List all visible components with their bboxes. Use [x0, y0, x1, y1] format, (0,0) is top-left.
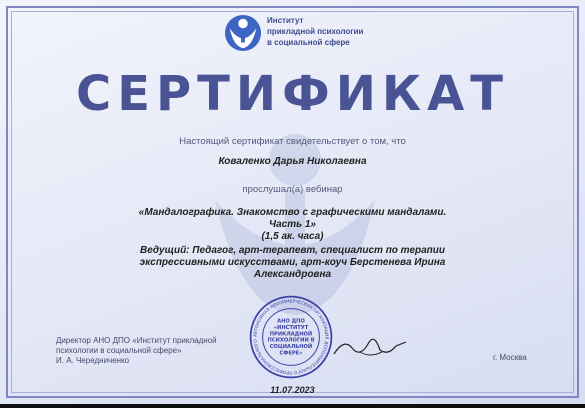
stamp-center-line: «ИНСТИТУТ — [273, 324, 309, 331]
director-signature — [330, 328, 410, 362]
stamp-center-line: СОЦИАЛЬНОЙ — [269, 344, 313, 351]
institute-name-line-1: Институт — [267, 16, 304, 25]
intro-text: Настоящий сертификат свидетельствует о том, что — [179, 136, 406, 147]
certificate-title: СЕРТИФИКАТ — [75, 66, 509, 122]
action-text: прослушал(а) вебинар — [242, 184, 343, 195]
recipient-name: Коваленко Дарья Николаевна — [218, 156, 367, 167]
stamp-center-line: ПРИКЛАДНОЙ — [269, 331, 313, 338]
institute-name-line-2: прикладной психологии — [267, 27, 364, 36]
stamp-ring-text: АВТОНОМНАЯ НЕКОММЕРЧЕСКАЯ ОРГАНИЗАЦИЯ ДОПОЛНИТЕЛЬНОГО ПРОФЕССИОНАЛЬНОГО — [253, 299, 329, 375]
webinar-hours: (1,5 ак. часа) — [261, 231, 324, 242]
director-line-2: психологии в социальной сфере» — [56, 346, 182, 355]
stamp-center-line: СФЕРЕ» — [279, 350, 303, 357]
institute-logo-icon — [224, 14, 262, 52]
institute-name-line-3: в социальной сфере — [267, 38, 350, 47]
director-line-1: Директор АНО ДПО «Институт прикладной — [56, 336, 217, 345]
webinar-title-line-2: Часть 1» — [269, 219, 316, 230]
stamp-center-line: ПСИХОЛОГИИ В — [267, 337, 315, 344]
bottom-bar — [0, 404, 585, 408]
institute-logo — [224, 10, 364, 54]
city: г. Москва — [493, 353, 527, 362]
institute-name — [267, 15, 367, 48]
issue-date: 11.07.2023 — [270, 385, 315, 395]
institute-stamp — [248, 294, 334, 380]
stamp-center-line: АНО ДПО — [277, 318, 305, 325]
director-info — [56, 336, 217, 366]
webinar-title-line-1: «Мандалографика. Знакомство с графическими мандалами. — [138, 207, 447, 218]
lead-info: Ведущий: Педагог, арт-терапевт, специалист по терапии экспрессивными искусствами, арт-коуч Берстенева Ирина Александровна — [139, 245, 446, 280]
director-line-3: И. А. Чередниченко — [56, 356, 130, 365]
